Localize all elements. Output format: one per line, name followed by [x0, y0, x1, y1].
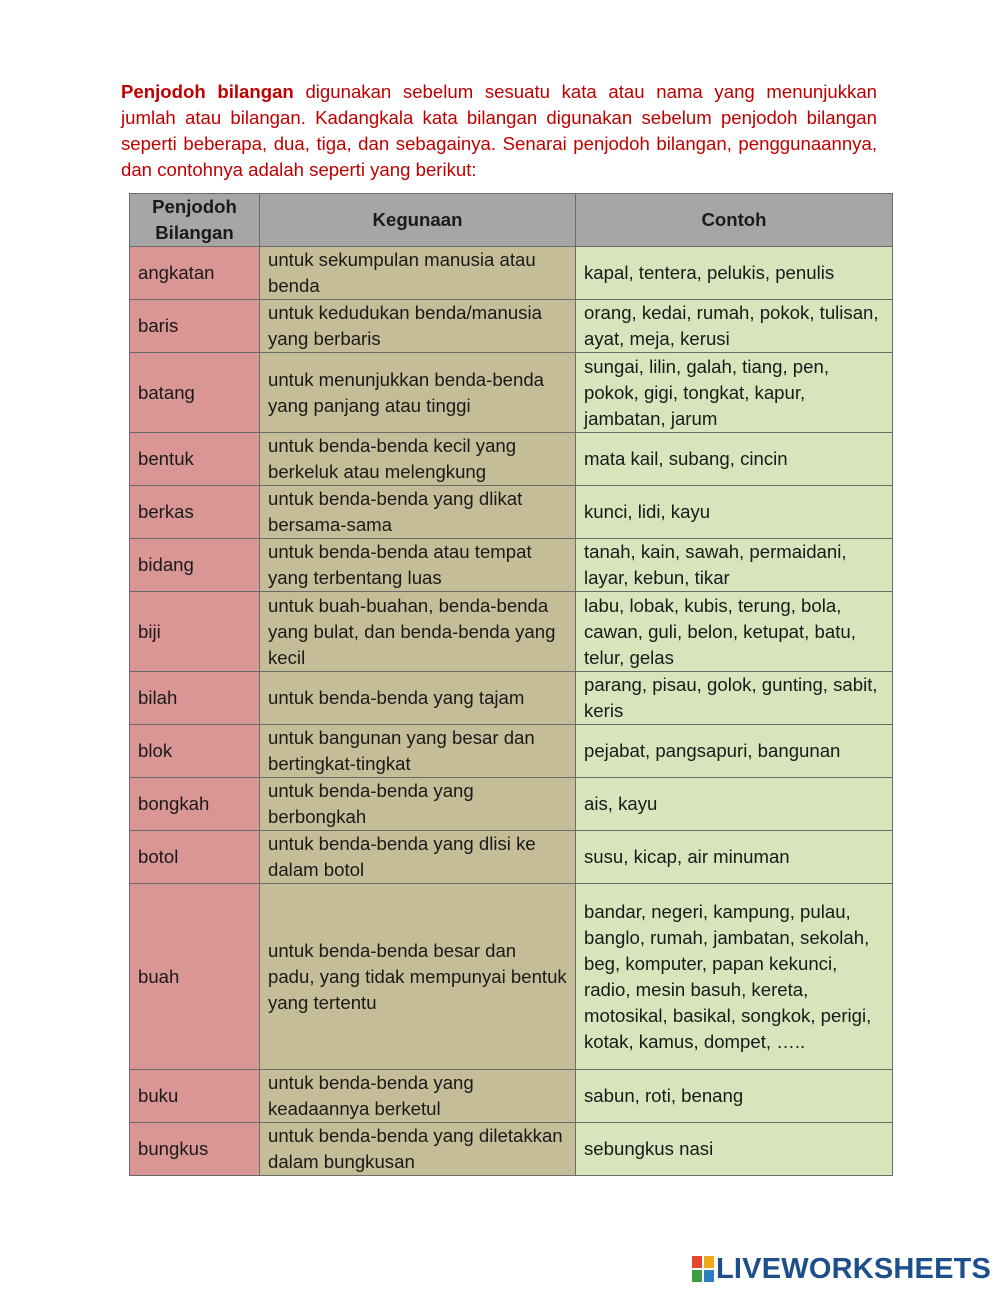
- penjodoh-cell: berkas: [130, 486, 260, 539]
- penjodoh-cell: bidang: [130, 539, 260, 592]
- table-row: [130, 247, 893, 300]
- contoh-cell: sebungkus nasi: [576, 1123, 893, 1176]
- table-row: [130, 539, 893, 592]
- penjodoh-cell: botol: [130, 831, 260, 884]
- table-row: [130, 433, 893, 486]
- table-row: [130, 1123, 893, 1176]
- kegunaan-cell: untuk menunjukkan benda-benda yang panjang atau tinggi: [260, 353, 576, 433]
- table-row: [130, 831, 893, 884]
- penjodoh-cell: bungkus: [130, 1123, 260, 1176]
- contoh-cell: mata kail, subang, cincin: [576, 433, 893, 486]
- contoh-cell: sungai, lilin, galah, tiang, pen, pokok, gigi, tongkat, kapur, jambatan, jarum: [576, 353, 893, 433]
- contoh-cell: labu, lobak, kubis, terung, bola, cawan, guli, belon, ketupat, batu, telur, gelas: [576, 592, 893, 672]
- penjodoh-cell: blok: [130, 725, 260, 778]
- kegunaan-cell: untuk benda-benda yang dlisi ke dalam botol: [260, 831, 576, 884]
- table-header-row: [130, 194, 893, 247]
- table-row: [130, 725, 893, 778]
- kegunaan-cell: untuk benda-benda besar dan padu, yang tidak mempunyai bentuk yang tertentu: [260, 884, 576, 1070]
- contoh-cell: tanah, kain, sawah, permaidani, layar, kebun, tikar: [576, 539, 893, 592]
- table-row: [130, 778, 893, 831]
- intro-paragraph: [121, 79, 877, 183]
- contoh-cell: kapal, tentera, pelukis, penulis: [576, 247, 893, 300]
- penjodoh-cell: baris: [130, 300, 260, 353]
- penjodoh-cell: bongkah: [130, 778, 260, 831]
- kegunaan-cell: untuk buah-buahan, benda-benda yang bulat, dan benda-benda yang kecil: [260, 592, 576, 672]
- contoh-cell: bandar, negeri, kampung, pulau, banglo, rumah, jambatan, sekolah, beg, komputer, papan kekunci, radio, mesin basuh, kereta, motosikal, basikal, songkok, perigi, kotak, kamus, dompet, …..: [576, 884, 893, 1070]
- brand-name: LIVEWORKSHEETS: [716, 1252, 992, 1285]
- penjodoh-cell: bilah: [130, 672, 260, 725]
- penjodoh-cell: angkatan: [130, 247, 260, 300]
- penjodoh-bilangan-table: [129, 193, 893, 1176]
- kegunaan-cell: untuk benda-benda yang diletakkan dalam bungkusan: [260, 1123, 576, 1176]
- contoh-cell: pejabat, pangsapuri, bangunan: [576, 725, 893, 778]
- header-contoh: Contoh: [576, 194, 893, 247]
- kegunaan-cell: untuk sekumpulan manusia atau benda: [260, 247, 576, 300]
- kegunaan-cell: untuk benda-benda kecil yang berkeluk atau melengkung: [260, 433, 576, 486]
- table-row: [130, 672, 893, 725]
- contoh-cell: ais, kayu: [576, 778, 893, 831]
- contoh-cell: orang, kedai, rumah, pokok, tulisan, ayat, meja, kerusi: [576, 300, 893, 353]
- kegunaan-cell: untuk benda-benda yang tajam: [260, 672, 576, 725]
- liveworksheets-brand[interactable]: [692, 1253, 991, 1285]
- penjodoh-cell: buah: [130, 884, 260, 1070]
- table-row: [130, 884, 893, 1070]
- penjodoh-cell: buku: [130, 1070, 260, 1123]
- contoh-cell: parang, pisau, golok, gunting, sabit, keris: [576, 672, 893, 725]
- table-row: [130, 300, 893, 353]
- contoh-cell: kunci, lidi, kayu: [576, 486, 893, 539]
- contoh-cell: susu, kicap, air minuman: [576, 831, 893, 884]
- kegunaan-cell: untuk benda-benda yang berbongkah: [260, 778, 576, 831]
- table-row: [130, 1070, 893, 1123]
- intro-term: Penjodoh bilangan: [121, 81, 294, 102]
- table-row: [130, 592, 893, 672]
- intro-text: digunakan sebelum sesuatu kata atau nama yang menunjukkan jumlah atau bilangan. Kadangkala kata bilangan digunakan sebelum penjodoh bilangan seperti beberapa, dua, tiga, dan sebagainya. Senarai penjodoh bilangan, penggunaannya, dan contohnya adalah seperti yang berikut:: [121, 81, 877, 180]
- kegunaan-cell: untuk kedudukan benda/manusia yang berbaris: [260, 300, 576, 353]
- penjodoh-cell: biji: [130, 592, 260, 672]
- kegunaan-cell: untuk benda-benda yang dlikat bersama-sama: [260, 486, 576, 539]
- table-row: [130, 353, 893, 433]
- table-row: [130, 486, 893, 539]
- kegunaan-cell: untuk benda-benda atau tempat yang terbentang luas: [260, 539, 576, 592]
- kegunaan-cell: untuk bangunan yang besar dan bertingkat-tingkat: [260, 725, 576, 778]
- contoh-cell: sabun, roti, benang: [576, 1070, 893, 1123]
- kegunaan-cell: untuk benda-benda yang keadaannya berketul: [260, 1070, 576, 1123]
- penjodoh-cell: batang: [130, 353, 260, 433]
- header-kegunaan: Kegunaan: [260, 194, 576, 247]
- liveworksheets-logo-icon: [692, 1256, 714, 1282]
- header-penjodoh: Penjodoh Bilangan: [130, 194, 260, 247]
- penjodoh-cell: bentuk: [130, 433, 260, 486]
